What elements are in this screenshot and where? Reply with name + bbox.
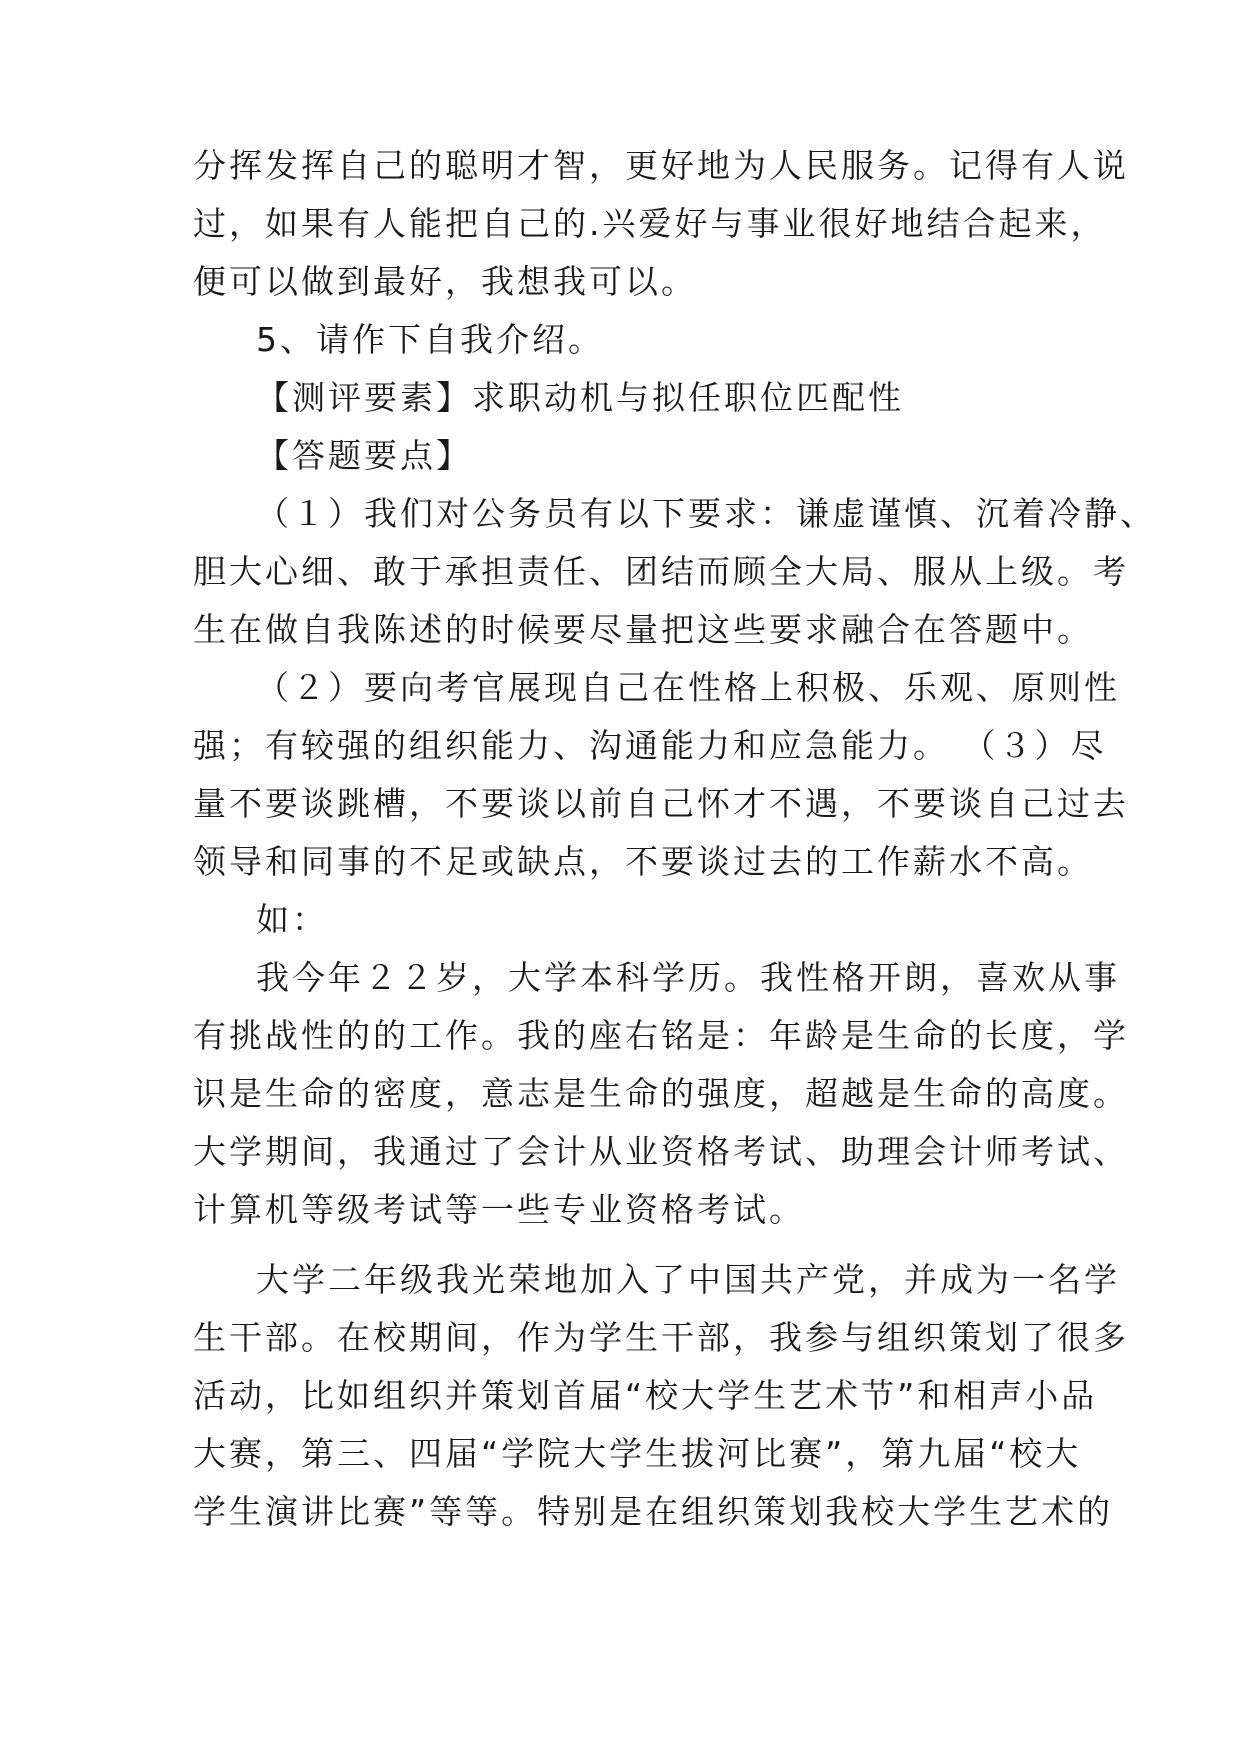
text-line: 计算机等级考试等一些专业资格考试。 — [193, 1190, 805, 1229]
text-line: （２）要向考官展现自己在性格上积极、乐观、原则性 — [256, 668, 1120, 707]
text-line: 分挥发挥自己的聪明才智，更好地为人民服务。记得有人说 — [193, 146, 1129, 185]
text-line: 生干部。在校期间，作为学生干部，我参与组织策划了很多 — [193, 1318, 1129, 1357]
text-line: 【测评要素】求职动机与拟任职位匹配性 — [256, 378, 904, 417]
text-line: 大学二年级我光荣地加入了中国共产党，并成为一名学 — [256, 1260, 1120, 1299]
text-line: 我今年２２岁，大学本科学历。我性格开朗，喜欢从事 — [256, 958, 1120, 997]
text-line: 【答题要点】 — [256, 436, 472, 475]
text-line: （１）我们对公务员有以下要求：谦虚谨慎、沉着冷静、 — [256, 494, 1156, 533]
text-line: 大赛，第三、四届“学院大学生拔河比赛”，第九届“校大 — [193, 1434, 1082, 1473]
text-line: 学生演讲比赛”等等。特别是在组织策划我校大学生艺术的 — [193, 1492, 1114, 1531]
text-line: 胆大心细、敢于承担责任、团结而顾全大局、服从上级。考 — [193, 552, 1129, 591]
text-line: 生在做自我陈述的时候要尽量把这些要求融合在答题中。 — [193, 610, 1093, 649]
text-line: 5、请作下自我介绍。 — [256, 320, 604, 359]
text-line: 领导和同事的不足或缺点，不要谈过去的工作薪水不高。 — [193, 842, 1093, 881]
text-line: 识是生命的密度，意志是生命的强度，超越是生命的高度。 — [193, 1074, 1129, 1113]
text-line: 量不要谈跳槽，不要谈以前自己怀才不遇，不要谈自己过去 — [193, 784, 1129, 823]
text-line: 活动，比如组织并策划首届“校大学生艺术节”和相声小品 — [193, 1376, 1098, 1415]
text-line: 便可以做到最好，我想我可以。 — [193, 262, 697, 301]
text-line: 如： — [256, 900, 328, 939]
text-line: 有挑战性的的工作。我的座右铭是：年龄是生命的长度，学 — [193, 1016, 1129, 1055]
text-line: 过，如果有人能把自己的.兴爱好与事业很好地结合起来， — [193, 204, 1107, 243]
text-line: 大学期间，我通过了会计从业资格考试、助理会计师考试、 — [193, 1132, 1129, 1171]
text-line: 强；有较强的组织能力、沟通能力和应急能力。 （３）尽 — [193, 726, 1107, 765]
